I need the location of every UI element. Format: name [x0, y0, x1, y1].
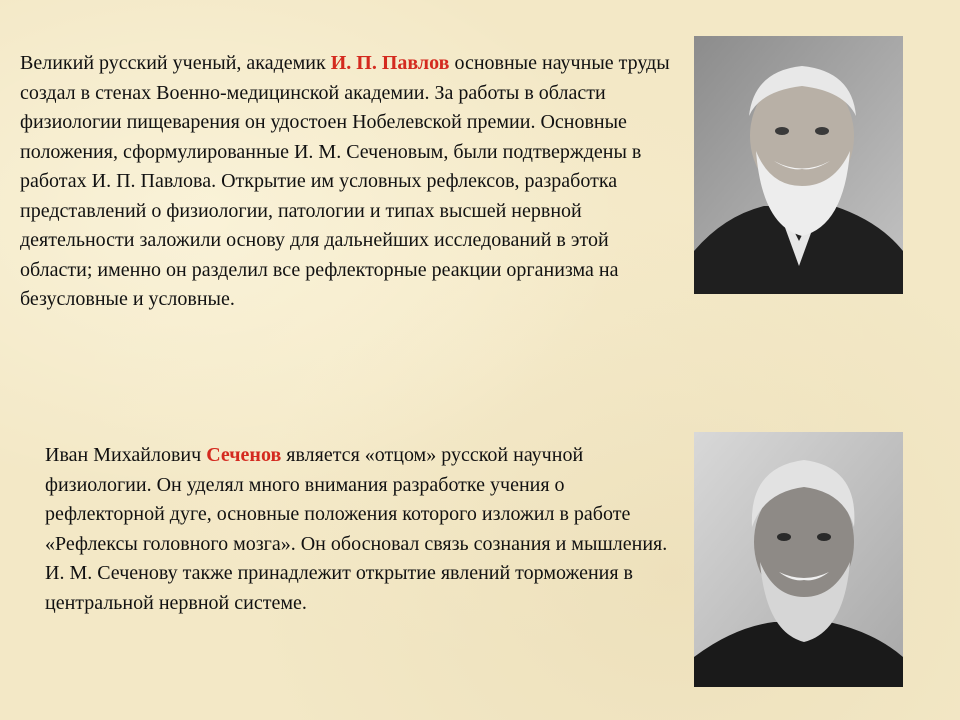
- sechenov-text-before: Иван Михайлович: [45, 444, 207, 466]
- pavlov-text-after: основные научные труды создал в стенах Военно-медицинской академии. За работы в области физиологии пищеварения он удостоен Нобелевской премии. Основные положения, сформулированные И. М. Сеченовым, были подтверждены в работах И. П. Павлова. Открытие им условных рефлексов, разработка представлений о физиологии, патологии и типах высшей нервной деятельности заложили основу для дальнейших исследований в этой области; именно он разделил все рефлекторные реакции организма на безусловные и условные.: [20, 52, 670, 310]
- sechenov-text-after: является «отцом» русской научной физиологии. Он уделял много внимания разработке учения о рефлекторной дуге, основные положения которого изложил в работе «Рефлексы головного мозга». Он обосновал связь сознания и мышления. И. М. Сеченову также принадлежит открытие явлений торможения в центральной нервной системе.: [45, 444, 668, 614]
- pavlov-text-before: Великий русский ученый, академик: [20, 52, 331, 74]
- sechenov-portrait: [694, 432, 903, 687]
- pavlov-paragraph: [20, 49, 680, 315]
- sechenov-name-highlight: Сеченов: [206, 444, 282, 466]
- pavlov-name-highlight: И. П. Павлов: [330, 52, 450, 74]
- sechenov-paragraph: [45, 441, 675, 618]
- pavlov-portrait: [694, 36, 903, 294]
